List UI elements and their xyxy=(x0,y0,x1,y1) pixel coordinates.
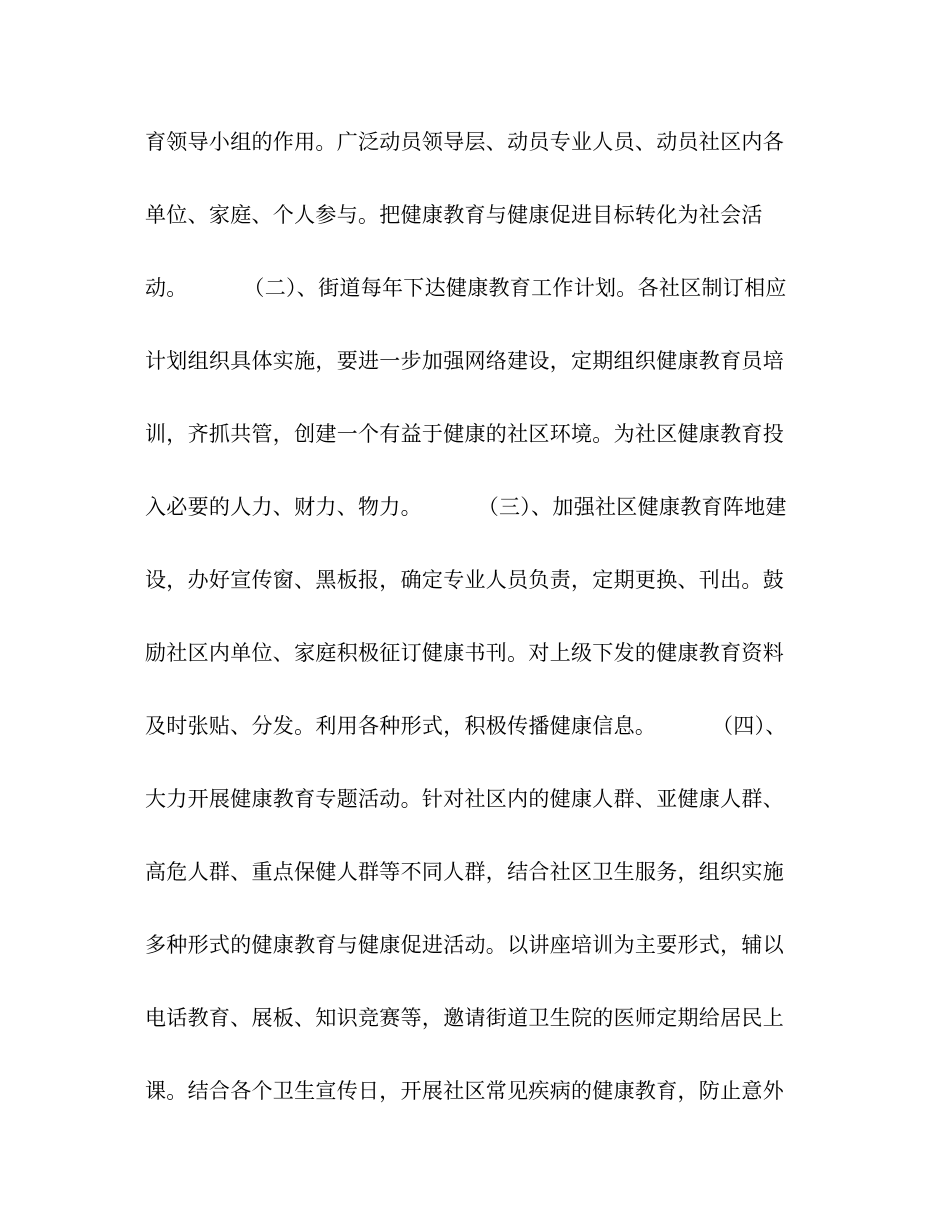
text-line: 动。 （二）、街道每年下达健康教育工作计划。各社区制订相应 xyxy=(145,276,787,300)
text-line: 多种形式的健康教育与健康促进活动。以讲座培训为主要形式，辅以 xyxy=(145,933,784,957)
text-line: 设，办好宣传窗、黑板报，确定专业人员负责，定期更换、刊出。鼓 xyxy=(145,568,784,592)
text-line: 入必要的人力、财力、物力。 （三）、加强社区健康教育阵地建 xyxy=(145,495,787,519)
text-line: 及时张贴、分发。利用各种形式，积极传播健康信息。 （四）、 xyxy=(145,714,787,738)
text-line: 训，齐抓共管，创建一个有益于健康的社区环境。为社区健康教育投 xyxy=(145,422,784,446)
text-line: 计划组织具体实施，要进一步加强网络建设，定期组织健康教育员培 xyxy=(145,349,784,373)
text-line: 高危人群、重点保健人群等不同人群，结合社区卫生服务，组织实施 xyxy=(145,860,784,884)
text-line: 育领导小组的作用。广泛动员领导层、动员专业人员、动员社区内各 xyxy=(145,130,784,154)
text-line: 单位、家庭、个人参与。把健康教育与健康促进目标转化为社会活 xyxy=(145,203,763,227)
text-line: 励社区内单位、家庭积极征订健康书刊。对上级下发的健康教育资料 xyxy=(145,641,784,665)
text-line: 课。结合各个卫生宣传日，开展社区常见疾病的健康教育，防止意外 xyxy=(145,1079,784,1103)
text-line: 大力开展健康教育专题活动。针对社区内的健康人群、亚健康人群、 xyxy=(145,787,784,811)
text-line: 电话教育、展板、知识竞赛等，邀请街道卫生院的医师定期给居民上 xyxy=(145,1006,784,1030)
